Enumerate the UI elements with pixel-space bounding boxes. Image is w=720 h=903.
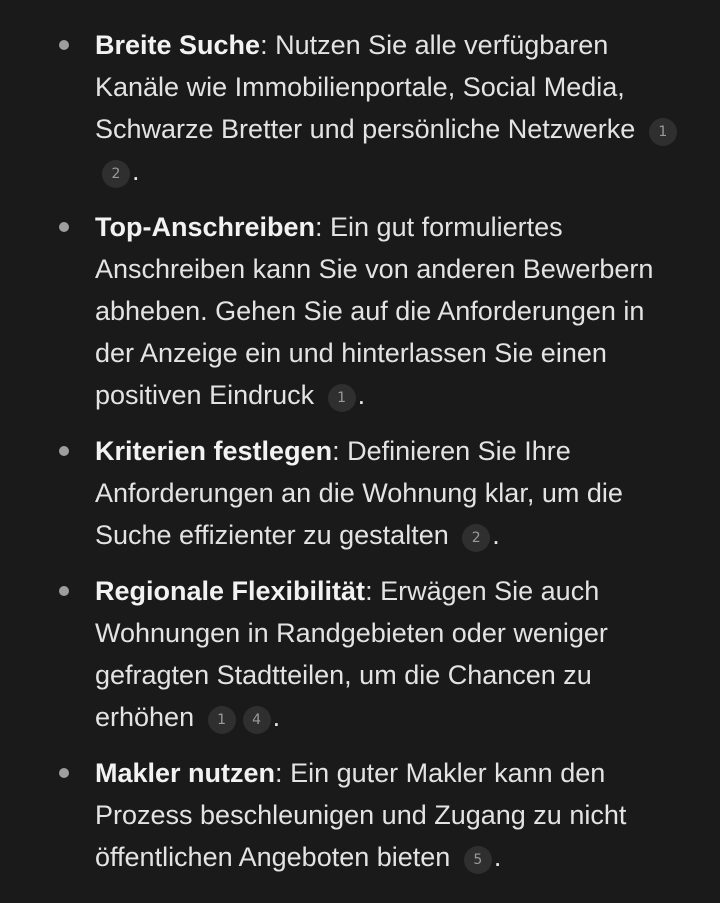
item-separator: :	[332, 436, 340, 466]
citation-badge[interactable]: 1	[328, 384, 356, 412]
bullet-icon	[59, 586, 69, 596]
bullet-icon	[59, 768, 69, 778]
item-end: .	[272, 702, 281, 732]
item-end: .	[357, 380, 366, 410]
citation-badge[interactable]: 1	[208, 706, 236, 734]
citation-badge[interactable]: 5	[464, 846, 492, 874]
list-item-kriterien-festlegen	[0, 430, 720, 556]
item-title: Top-Anschreiben	[95, 212, 316, 242]
item-separator: :	[275, 758, 283, 788]
item-end: .	[493, 842, 502, 872]
item-title: Makler nutzen	[95, 758, 276, 788]
citation-badge[interactable]: 4	[243, 706, 271, 734]
item-text: Definieren Sie Ihre Anforderungen an die Wohnung klar, um die Suche effizienter zu gestalten	[95, 436, 623, 550]
item-title: Breite Suche	[95, 30, 261, 60]
bullet-icon	[59, 446, 69, 456]
citation-badge[interactable]: 1	[649, 118, 677, 146]
list-item-top-anschreiben	[0, 206, 720, 416]
list-item-makler-nutzen	[0, 752, 720, 878]
item-text: Ein guter Makler kann den Prozess beschleunigen und Zugang zu nicht öffentlichen Angeboten bieten	[95, 758, 627, 872]
citation-badge[interactable]: 2	[462, 524, 490, 552]
list-item-breite-suche	[0, 24, 720, 192]
item-separator: :	[365, 576, 373, 606]
list-item-regionale-flexibilitaet	[0, 570, 720, 738]
item-title: Regionale Flexibilität	[95, 576, 366, 606]
item-text: Nutzen Sie alle verfügbaren Kanäle wie Immobilienportale, Social Media, Schwarze Bretter und persönliche Netzwerke	[95, 30, 636, 144]
item-end: .	[492, 520, 500, 550]
item-separator: :	[260, 30, 268, 60]
citation-badge[interactable]: 2	[102, 160, 130, 188]
item-text: Erwägen Sie auch Wohnungen in Randgebieten oder weniger gefragten Stadtteilen, um die Chancen zu erhöhen	[95, 576, 608, 732]
item-end: .	[132, 156, 140, 186]
answer-bullet-list	[0, 24, 720, 892]
item-title: Kriterien festlegen	[95, 436, 333, 466]
bullet-icon	[59, 222, 69, 232]
item-separator: :	[315, 212, 323, 242]
bullet-icon	[59, 40, 69, 50]
item-text: Ein gut formuliertes Anschreiben kann Sie von anderen Bewerbern abheben. Gehen Sie auf die Anforderungen in der Anzeige ein und hinterlassen Sie einen positiven Eindruck	[95, 212, 654, 410]
